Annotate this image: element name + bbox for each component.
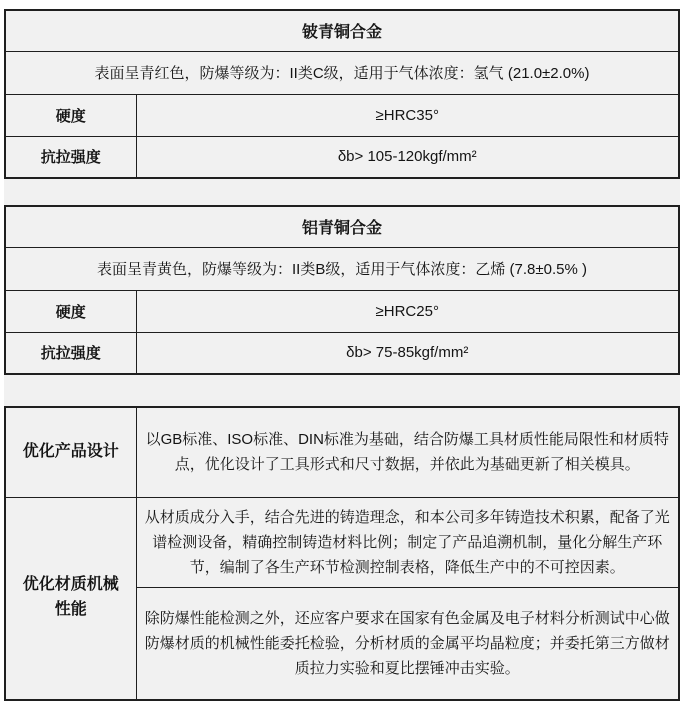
property-label-hardness: 硬度 [5,290,136,332]
table-row [5,51,679,94]
alloy-description: 表面呈青红色，防爆等级为：II类C级，适用于气体浓度：氢气 (21.0±2.0%) [5,51,679,94]
property-value-hardness: ≥HRC35° [136,94,679,136]
table-row [5,497,679,587]
document-panel [4,9,680,701]
table-row [5,10,679,51]
property-value-hardness: ≥HRC25° [136,290,679,332]
optimization-table [4,406,680,701]
alloy-table-aluminum-bronze [4,205,680,375]
table-title: 铍青铜合金 [5,10,679,51]
optimization-label-material-mechanical: 优化材质机械性能 [5,497,136,700]
table-title: 铝青铜合金 [5,206,679,247]
optimization-text-testing: 除防爆性能检测之外，还应客户要求在国家有色金属及电子材料分析测试中心做防爆材质的机械性能委托检验，分析材质的金属平均晶粒度；并委托第三方做材质拉力实验和夏比摆锤冲击实验。 [136,587,679,700]
property-label-tensile-strength: 抗拉强度 [5,136,136,178]
table-row [5,206,679,247]
alloy-table-beryllium-bronze [4,9,680,179]
property-label-hardness: 硬度 [5,94,136,136]
property-label-tensile-strength: 抗拉强度 [5,332,136,374]
alloy-description: 表面呈青黄色，防爆等级为：II类B级，适用于气体浓度：乙烯 (7.8±0.5% ) [5,247,679,290]
table-row [5,407,679,497]
optimization-text-casting-process: 从材质成分入手，结合先进的铸造理念，和本公司多年铸造技术积累，配备了光谱检测设备，精确控制铸造材料比例；制定了产品追溯机制，量化分解生产环节，编制了各生产环节检测控制表格，降低生产中的不可控因素。 [136,497,679,587]
table-row [5,136,679,178]
table-row [5,247,679,290]
table-row [5,290,679,332]
optimization-label-product-design: 优化产品设计 [5,407,136,497]
optimization-text-product-design: 以GB标准、ISO标准、DIN标准为基础，结合防爆工具材质性能局限性和材质特点，优化设计了工具形式和尺寸数据，并依此为基础更新了相关模具。 [136,407,679,497]
property-value-tensile-strength: δb> 105-120kgf/mm² [136,136,679,178]
property-value-tensile-strength: δb> 75-85kgf/mm² [136,332,679,374]
table-row [5,332,679,374]
table-row [5,94,679,136]
